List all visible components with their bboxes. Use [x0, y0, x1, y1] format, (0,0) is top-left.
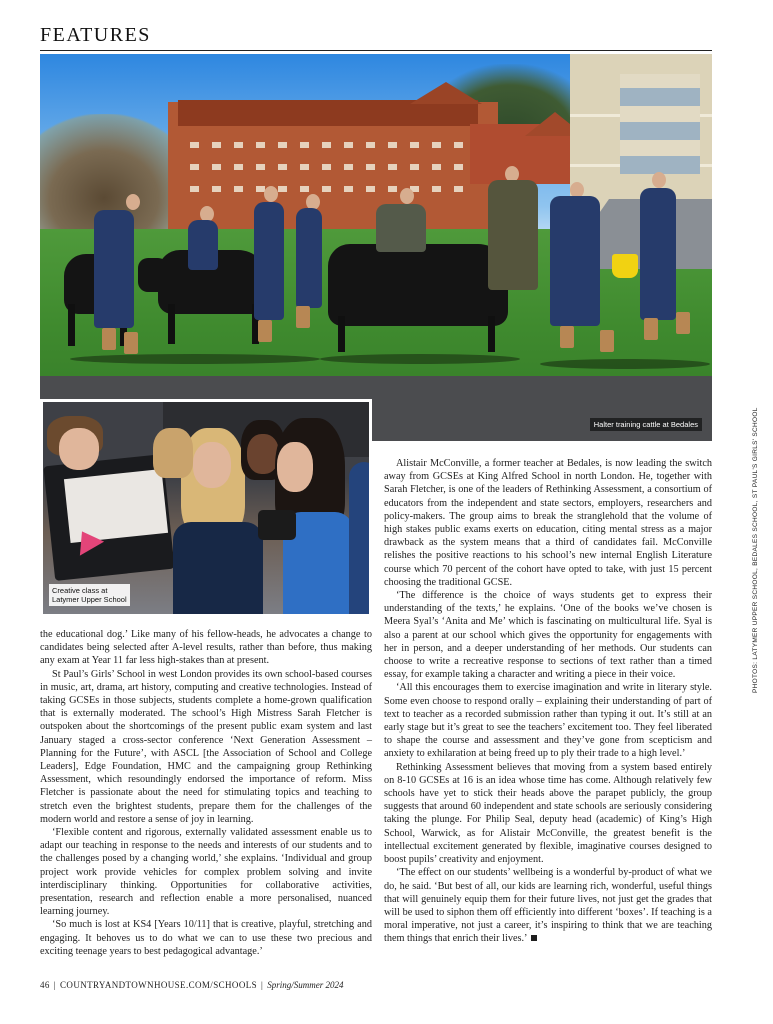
article-paragraph: ‘Flexible content and rigorous, externally validated assessment enable us to adapt our teaching in response to the needs and interests of our students and to the challenges posed by a changing world,’ she explains. ‘Individual and group project work provide vehicles for complex problem solving and invite interdisciplinary thinking. Opportunities for collaborative activities, presentation, research and reflection enable a more personalised, nuanced learning journey. [40, 827, 372, 918]
hero-photo-cattle-training [40, 54, 712, 441]
section-title: FEATURES [40, 24, 151, 46]
inset-photo-caption [49, 584, 130, 606]
article-paragraph-final [384, 866, 712, 945]
article-paragraph: Alistair McConville, a former teacher at Bedales, is now leading the switch away from GCSEs at King Alfred School in north London. He, together with Sarah Fletcher, is one of the leaders of Rethinking Assessment, a consortium of educators from the independent and state sectors, employers, researchers and policy-makers. The group aims to break the stranglehold that the volume of high stakes public exams exerts on education, citing mental stress as a major drawback as the system means that a third of candidates fail. McConville relishes the positive reactions to his school’s new internal English Literature course which 70 percent of the cohort have opted to take, with just 15 percent choosing the traditional GCSE. [384, 458, 712, 588]
footer-separator: | [53, 980, 57, 990]
inset-caption-line: Latymer Upper School [52, 595, 127, 604]
footer-site-link[interactable]: COUNTRYANDTOWNHOUSE.COM/SCHOOLS [60, 980, 258, 990]
photo-credit: PHOTOS: LATYMER UPPER SCHOOL, BEDALES SCHOOL, ST PAUL'S GIRLS' SCHOOL [752, 407, 759, 693]
article-column-right [384, 457, 712, 946]
end-of-article-mark [531, 935, 537, 941]
page-number: 46 [40, 980, 50, 990]
footer-separator: | [261, 980, 264, 990]
article-paragraph: Rethinking Assessment believes that moving from a system based entirely on 8-10 GCSEs at 16 is an idea whose time has come. Although relatively few schools have yet to stick their heads above the parapet publicly, the group suggests that around 60 independent and state schools are seriously considering taking the plunge. For Philip Seal, deputy head (academic) of King’s High School, Warwick, as for Alistair McConville, the greatest benefit is the intellectual excitement generated by flexible, imaginative courses designed to boost pupils’ creativity and enjoyment. [384, 761, 712, 866]
article-paragraph: ‘The difference is the choice of ways students get to express their understanding of the texts,’ he explains. ‘One of the books we’ve chosen is Meera Syal’s ‘Anita and Me’ which is fascinating on multicultural life. Syal is also a parent at our school which gives the opportunity for engagements with her in person, and a deeper understanding of her methods. Our students can choose to write a recreative response to sections of text rather than a timed essay, for example taking a character and writing a piece in their voice. [384, 590, 712, 681]
article-column-left [40, 628, 372, 958]
article-paragraph: ‘So much is lost at KS4 [Years 10/11] that is creative, playful, stretching and engaging. It behoves us to do what we can to use these two precious and exciting teenage years to best pedagogical advantage.’ [40, 919, 372, 957]
footer-issue: Spring/Summer 2024 [267, 980, 344, 990]
header-divider [40, 50, 712, 51]
article-paragraph-text: ‘The effect on our students’ wellbeing is a wonderful by-product of what we do, he said. ‘But best of all, our kids are learning rich, wonderful, useful things that will genuinely equip them for their future lives, not just get the grades that will be used to siphon them off efficiently into different ‘boxes’. If teaching is a moral imperative, not just a career, it’s inspiring to think that we are teaching them things that enrich their lives.’ [384, 867, 712, 945]
inset-caption-line: Creative class at [52, 586, 108, 595]
inset-photo-creative-class [40, 399, 372, 617]
article-paragraph: St Paul’s Girls’ School in west London provides its own school-based courses in music, art, drama, art history, computing and creative technologies. Instead of taking GCSEs in those subjects, students complete a home-grown qualification that is externally moderated. The school’s High Mistress Sarah Fletcher is outspoken about the shortcomings of the present public exam system and last January staged a cross-sector conference ‘Next Generation Assessment – Planning for the Future’, with ASCL [the Association of School and College Leaders], Edge Foundation, HMC and the campaigning group Rethinking Assessment, which resoundingly endorsed the importance of reform. Miss Fletcher is passionate about the need for stimulating topics and teaching to stretch even the brightest students, prepare them for the challenges of the modern world and restore a sense of joy in learning. [40, 668, 372, 825]
article-paragraph: ‘All this encourages them to exercise imagination and write in literary style. Some even choose to respond orally – explaining their understanding of part of text to teacher as a recorded submission rather than typing it out. It’s still at an early stage but it’s great to see the teachers’ excitement too. They feel liberated to shape the course and assessment and they’ve gone from scepticism and anxiety to exhilaration at being freed up to ply their trade to a high level.’ [384, 682, 712, 760]
article-paragraph: the educational dog.’ Like many of his fellow-heads, he advocates a change to candidates being selected after A-level results, rather than before, thus making any exam at Year 11 far less high-stakes than at present. [40, 629, 372, 667]
hero-photo-caption: Halter training cattle at Bedales [590, 418, 702, 431]
page-footer [40, 980, 343, 990]
